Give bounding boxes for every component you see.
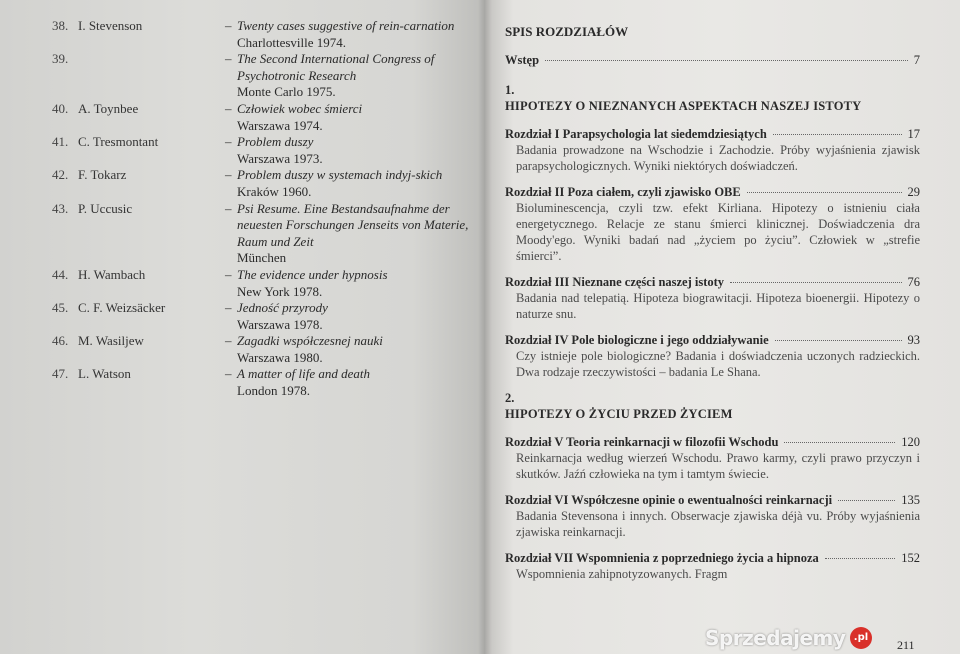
reference-author: H. Wambach (78, 266, 146, 282)
chapter-description: Reinkarnacja według wierzeń Wschodu. Prawo karmy, czyli prawo przyczyn i skutków. Jaźń człowieka na tym i tamtym świecie. (516, 451, 920, 481)
leader-dots (730, 282, 901, 283)
reference-entry (52, 300, 472, 333)
toc-intro[interactable] (505, 52, 920, 68)
chapter-description: Badania Stevensona i innych. Obserwacje zjawiska déjà vu. Próby wyjaśnienia zjawiska reinkarnacji. (516, 509, 920, 539)
chapter-page: 120 (901, 435, 920, 449)
toc-intro-page: 7 (913, 53, 920, 67)
chapter-page: 152 (901, 551, 920, 565)
section-number: 2. (505, 391, 515, 405)
reference-title: The evidence under hypnosis (237, 266, 388, 282)
reference-title: Psi Resume. Eine Bestandsaufnahme der neuesten Forschungen Jenseits von Materie, Raum und Zeit (237, 200, 469, 249)
chapter-description: Bioluminescencja, czyli tzw. efekt Kirliana. Hipotezy o istnieniu ciała energetycznego. Relacje ze stanu śmierci klinicznej. Doświadczenia dra Moody'ego. Wyniki badań nad „życiem po życiu”. Człowiek w „strefie śmierci”. (516, 201, 920, 263)
reference-author: L. Watson (78, 366, 131, 382)
section-heading: HIPOTEZY O ŻYCIU PRZED ŻYCIEM (505, 407, 733, 421)
table-of-contents (505, 24, 920, 592)
chapter-line[interactable] (505, 184, 920, 200)
toc-chapter-1[interactable] (505, 126, 920, 174)
reference-place: New York 1978. (237, 283, 323, 299)
chapter-line[interactable] (505, 550, 920, 566)
section-number: 1. (505, 83, 515, 97)
watermark-logo (705, 626, 845, 650)
reference-dash: – (225, 100, 232, 116)
toc-chapter-5[interactable] (505, 434, 920, 482)
reference-number: 43. (52, 200, 69, 216)
reference-place: London 1978. (237, 383, 310, 399)
reference-number: 47. (52, 366, 69, 382)
chapter-title: Rozdział VI Współczesne opinie o ewentualności reinkarnacji (505, 493, 833, 507)
reference-number: 44. (52, 266, 69, 282)
chapter-description: Badania nad telepatią. Hipoteza biograwitacji. Hipoteza bioenergii. Hipotezy o naturze snu. (516, 291, 920, 321)
toc-chapter-6[interactable] (505, 492, 920, 540)
reference-number: 41. (52, 134, 69, 150)
toc-chapter-4[interactable] (505, 332, 920, 380)
chapter-line[interactable] (505, 332, 920, 348)
reference-dash: – (225, 134, 232, 150)
leader-dots (775, 340, 902, 341)
toc-chapter-7[interactable] (505, 550, 920, 582)
chapter-title: Rozdział II Poza ciałem, czyli zjawisko OBE (505, 185, 741, 199)
reference-title: Jedność przyrody (237, 300, 328, 316)
chapter-line[interactable] (505, 126, 920, 142)
reference-place: Warszawa 1980. (237, 349, 323, 365)
reference-number: 38. (52, 18, 69, 33)
reference-title: Problem duszy (237, 134, 314, 150)
reference-dash: – (225, 300, 232, 316)
toc-intro-label: Wstęp (505, 53, 540, 67)
toc-chapter-2[interactable] (505, 184, 920, 264)
reference-entry (52, 101, 472, 134)
reference-title: Twenty cases suggestive of rein-carnation (237, 18, 455, 33)
leader-dots (838, 500, 895, 501)
reference-place: Warszawa 1974. (237, 117, 323, 133)
reference-title: A matter of life and death (237, 366, 370, 382)
reference-entry (52, 167, 472, 200)
reference-number: 46. (52, 333, 69, 349)
leader-dots (747, 192, 902, 193)
reference-number: 39. (52, 51, 69, 67)
chapter-line[interactable] (505, 274, 920, 290)
chapter-line[interactable] (505, 434, 920, 450)
reference-title: Zagadki współczesnej nauki (237, 333, 383, 349)
reference-place: Warszawa 1978. (237, 316, 323, 332)
watermark-badge: .pl (850, 627, 872, 649)
chapter-list (505, 434, 920, 582)
chapter-page: 135 (901, 493, 920, 507)
reference-title: The Second International Congress of Psychotronic Research (237, 51, 435, 83)
reference-author: C. Tresmontant (78, 134, 159, 150)
reference-entry (52, 134, 472, 167)
reference-dash: – (225, 18, 232, 33)
chapter-page: 93 (907, 333, 920, 347)
reference-author (78, 51, 225, 101)
leader-dots (784, 442, 895, 443)
chapter-description: Czy istnieje pole biologiczne? Badania i doświadczenia uczonych radzieckich. Dwa rodzaje rzeczywistości – badania Le Shana. (516, 349, 920, 379)
reference-author: I. Stevenson (78, 18, 143, 33)
reference-dash: – (225, 167, 232, 183)
bibliography-list (52, 18, 472, 400)
book-gutter (478, 0, 492, 654)
leader-dots (825, 558, 895, 559)
reference-dash: – (225, 51, 232, 67)
reference-author: C. F. Weizsäcker (78, 300, 166, 316)
reference-place: Warszawa 1973. (237, 150, 323, 166)
chapter-page: 76 (907, 275, 920, 289)
reference-dash: – (225, 333, 232, 349)
reference-dash: – (225, 200, 232, 216)
chapter-description: Wspomnienia zahipnotyzowanych. Fragm (516, 567, 728, 581)
chapter-description: Badania prowadzone na Wschodzie i Zachodzie. Próby wyjaśnienia zjawisk parapsychologicznych. Wyniki niektórych doświadczeń. (516, 143, 920, 173)
chapter-line[interactable] (505, 492, 920, 508)
reference-title: Problem duszy w systemach indyj-skich (237, 167, 443, 183)
reference-author: A. Toynbee (78, 100, 139, 116)
reference-entry (52, 333, 472, 366)
chapter-page: 29 (907, 185, 920, 199)
reference-place: Charlottesville 1974. (237, 34, 347, 50)
section-heading: HIPOTEZY O NIEZNANYCH ASPEKTACH NASZEJ ISTOTY (505, 99, 862, 113)
leader-dots (545, 60, 908, 61)
chapter-page: 17 (907, 127, 920, 141)
reference-number: 45. (52, 300, 69, 316)
chapter-title: Rozdział VII Wspomnienia z poprzedniego życia a hipnoza (505, 551, 819, 565)
reference-entry (52, 51, 472, 101)
reference-title: Człowiek wobec śmierci (237, 100, 363, 116)
reference-entry (52, 366, 472, 399)
reference-number: 40. (52, 100, 69, 116)
reference-author: M. Wasiljew (78, 333, 144, 349)
watermark-text: Sprzedajemy (705, 626, 846, 650)
reference-number: 42. (52, 167, 69, 183)
reference-place: München (237, 250, 287, 266)
reference-place: Monte Carlo 1975. (237, 84, 336, 100)
toc-chapter-3[interactable] (505, 274, 920, 322)
reference-entry (52, 267, 472, 300)
chapter-title: Rozdział V Teoria reinkarnacji w filozofii Wschodu (505, 435, 779, 449)
chapter-title: Rozdział III Nieznane części naszej istoty (505, 275, 725, 289)
reference-place: Kraków 1960. (237, 183, 312, 199)
chapter-title: Rozdział I Parapsychologia lat siedemdziesiątych (505, 127, 767, 141)
reference-author: P. Uccusic (78, 200, 133, 216)
leader-dots (773, 134, 902, 135)
reference-entry (52, 18, 472, 51)
toc-title: SPIS ROZDZIAŁÓW (505, 24, 629, 39)
chapter-title: Rozdział IV Pole biologiczne i jego oddziaływanie (505, 333, 769, 347)
reference-dash: – (225, 366, 232, 382)
reference-entry (52, 201, 472, 267)
page-number: 211 (897, 638, 915, 652)
chapter-list (505, 126, 920, 380)
reference-author: F. Tokarz (78, 167, 127, 183)
reference-dash: – (225, 266, 232, 282)
